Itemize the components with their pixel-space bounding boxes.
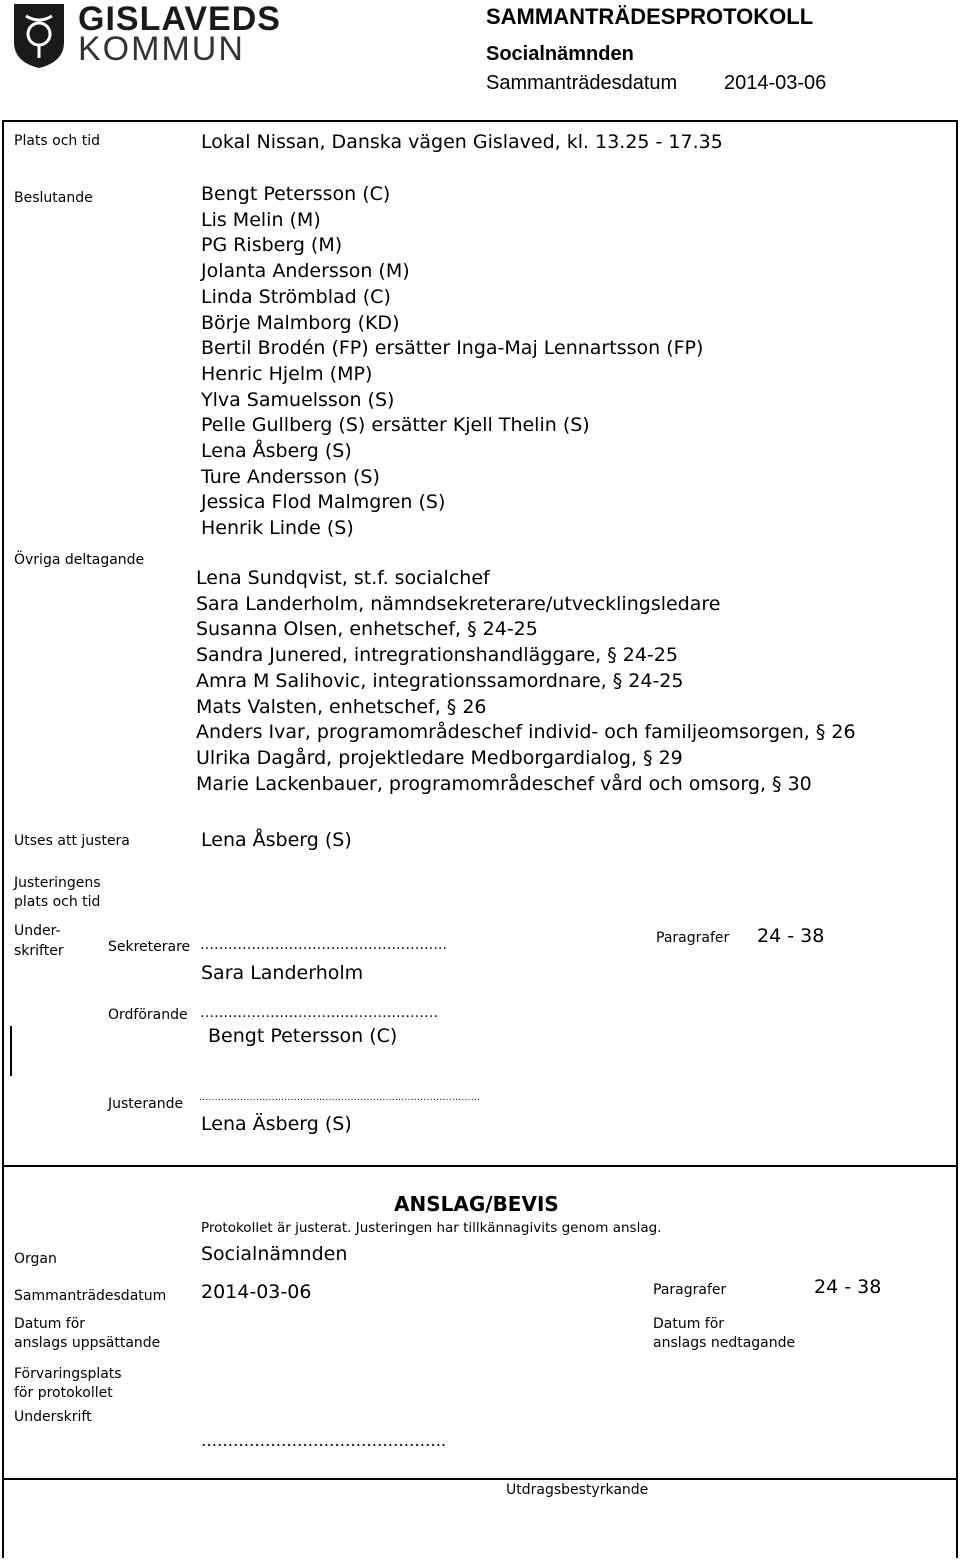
organ-label: Organ [14, 1251, 57, 1267]
sekreterare-label: Sekreterare [108, 939, 191, 955]
justerande-name: Lena Äsberg (S) [201, 1113, 352, 1135]
list-item: Jolanta Andersson (M) [201, 260, 410, 283]
list-item: PG Risberg (M) [201, 234, 343, 257]
list-item: Lis Melin (M) [201, 208, 321, 231]
document-type: SAMMANTRÄDESPROTOKOLL [486, 4, 814, 29]
anslag-paragrafer-value: 24 - 38 [814, 1276, 882, 1298]
bottom-divider [2, 1478, 958, 1480]
paragrafer-label: Paragrafer [656, 930, 730, 946]
justera-label: Utses att justera [14, 833, 130, 849]
beslutande-label: Beslutande [14, 190, 93, 206]
left-border [2, 120, 4, 1558]
sekreterare-signature-line: …………………………………………….. [200, 937, 447, 953]
utdrag-label: Utdragsbestyrkande [506, 1482, 649, 1498]
list-item: Pelle Gullberg (S) ersätter Kjell Thelin (S) [201, 414, 590, 437]
plats-value: Lokal Nissan, Danska vägen Gislaved, kl. 13.25 - 17.35 [201, 131, 723, 153]
list-item: Bengt Petersson (C) [201, 183, 391, 205]
ordforande-label: Ordförande [108, 1007, 188, 1023]
right-border [956, 120, 958, 1558]
justerande-signature-line: ......................................................................................... [199, 1093, 481, 1103]
anslag-divider [2, 1165, 958, 1167]
uppsattande-label-1: Datum för [14, 1316, 86, 1332]
sekreterare-name: Sara Landerholm [201, 962, 364, 984]
nedtagande-label-1: Datum för [653, 1316, 725, 1332]
municipality-logo-icon [10, 2, 68, 70]
list-item: Amra M Salihovic, integrationssamordnare, § 24-25 [196, 669, 684, 692]
underskrift-label: Underskrift [14, 1409, 92, 1425]
anslag-paragrafer-label: Paragrafer [653, 1282, 727, 1298]
justeringens-label-1: Justeringens [14, 875, 101, 891]
list-item: Börje Malmborg (KD) [201, 311, 400, 334]
margin-mark [10, 1026, 12, 1076]
justera-value: Lena Åsberg (S) [201, 829, 352, 851]
list-item: Henric Hjelm (MP) [201, 362, 373, 385]
header-organ: Socialnämnden [486, 43, 634, 65]
underskrifter-label-1: Under- [14, 923, 61, 939]
list-item: Mats Valsten, enhetschef, § 26 [196, 695, 487, 718]
list-item: Bertil Brodén (FP) ersätter Inga-Maj Lennartsson (FP) [201, 337, 704, 360]
anslag-date-value: 2014-03-06 [201, 1281, 312, 1303]
list-item: Ture Andersson (S) [201, 465, 380, 488]
list-item: Sara Landerholm, nämndsekreterare/utvecklingsledare [196, 592, 721, 615]
header-date: 2014-03-06 [724, 72, 827, 94]
list-item: Susanna Olsen, enhetschef, § 24-25 [196, 618, 538, 641]
list-item: Henrik Linde (S) [201, 517, 354, 540]
list-item: Linda Strömblad (C) [201, 285, 391, 308]
justerande-label: Justerande [108, 1096, 184, 1112]
underskrifter-label-2: skrifter [14, 943, 64, 959]
underskrift-signature-line: ………………………………………. [201, 1431, 447, 1450]
header-date-label: Sammanträdesdatum [486, 72, 678, 94]
anslag-date-label: Sammanträdesdatum [14, 1288, 167, 1304]
ordforande-name: Bengt Petersson (C) [208, 1025, 398, 1047]
ovriga-label: Övriga deltagande [14, 552, 145, 568]
nedtagande-label-2: anslags nedtagande [653, 1335, 796, 1351]
list-item: Lena Sundqvist, st.f. socialchef [196, 567, 490, 589]
uppsattande-label-2: anslags uppsättande [14, 1335, 161, 1351]
paragrafer-value: 24 - 38 [757, 925, 825, 947]
justeringens-label-2: plats och tid [14, 894, 101, 910]
logo-text-line1: GISLAVEDS [78, 0, 281, 38]
list-item: Lena Åsberg (S) [201, 440, 352, 463]
ordforande-signature-line: …………………………………………… [200, 1005, 438, 1021]
ovriga-list [196, 566, 856, 797]
list-item: Ylva Samuelsson (S) [201, 388, 395, 411]
list-item: Anders Ivar, programområdeschef individ- och familjeomsorgen, § 26 [196, 721, 856, 744]
anslag-title: ANSLAG/BEVIS [394, 1192, 559, 1216]
beslutande-list [201, 182, 703, 542]
list-item: Marie Lackenbauer, programområdeschef vård och omsorg, § 30 [196, 772, 812, 795]
anslag-statement: Protokollet är justerat. Justeringen har tillkännagivits genom anslag. [201, 1220, 662, 1236]
list-item: Ulrika Dagård, projektledare Medborgardialog, § 29 [196, 746, 683, 769]
list-item: Sandra Junered, intregrationshandläggare, § 24-25 [196, 644, 678, 667]
list-item: Jessica Flod Malmgren (S) [201, 491, 446, 514]
forvaring-label-1: Förvaringsplats [14, 1366, 122, 1382]
top-border [2, 120, 958, 122]
organ-value: Socialnämnden [201, 1243, 348, 1265]
logo-text-line2: KOMMUN [78, 30, 245, 68]
forvaring-label-2: för protokollet [14, 1385, 113, 1401]
plats-label: Plats och tid [14, 133, 100, 149]
